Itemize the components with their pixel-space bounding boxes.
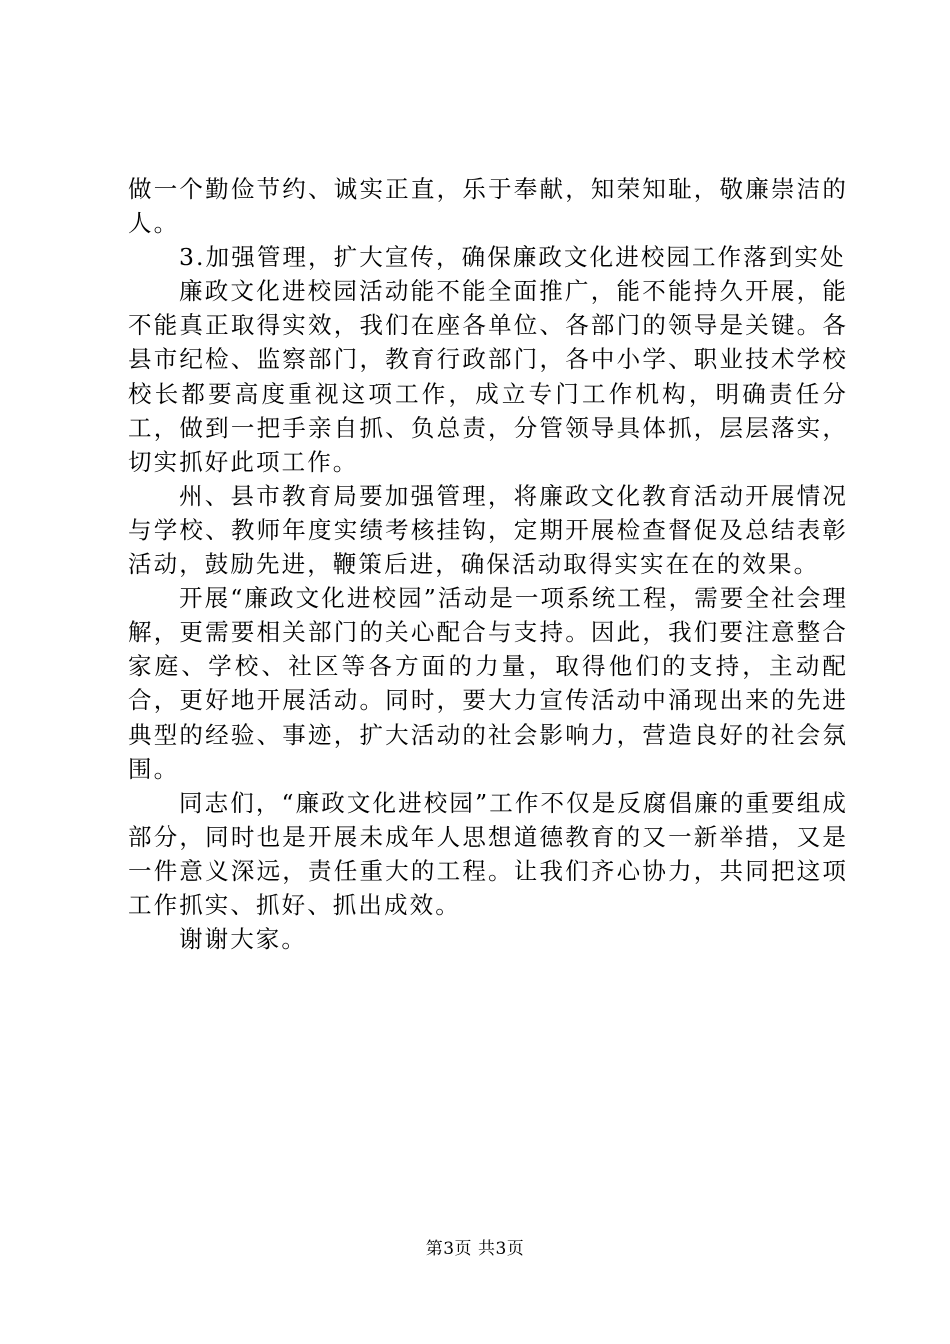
page-footer: 第3页 共3页 [425,1239,525,1259]
section-heading: 3.加强管理，扩大宣传，确保廉政文化进校园工作落到实处 [179,243,846,272]
paragraph: 廉政文化进校园活动能不能全面推广，能不能持久开展，能不能真正取得实效，我们在座各单位、各部门的领导是关键。各县市纪检、监察部门，教育行政部门，各中小学、职业技术学校校长都要高度重视这项工作，成立专门工作机构，明确责任分工，做到一把手亲自抓、负总责，分管领导具体抓，层层落实，切实抓好此项工作。 [128,277,848,476]
paragraph: 州、县市教育局要加强管理，将廉政文化教育活动开展情况与学校、教师年度实绩考核挂钩，定期开展检查督促及总结表彰活动，鼓励先进，鞭策后进，确保活动取得实实在在的效果。 [128,481,848,579]
document-body [128,172,848,956]
closing-paragraph: 谢谢大家。 [179,925,307,954]
paragraph: 开展“廉政文化进校园”活动是一项系统工程，需要全社会理解，更需要相关部门的关心配合与支持。因此，我们要注意整合家庭、学校、社区等各方面的力量，取得他们的支持，主动配合，更好地开展活动。同时，要大力宣传活动中涌现出来的先进典型的经验、事迹，扩大活动的社会影响力，营造良好的社会氛围。 [128,584,848,783]
paragraph: 同志们，“廉政文化进校园”工作不仅是反腐倡廉的重要组成部分，同时也是开展未成年人思想道德教育的又一新举措，又是一件意义深远，责任重大的工程。让我们齐心协力，共同把这项工作抓实、抓好、抓出成效。 [128,788,848,919]
paragraph-continuation: 做一个勤俭节约、诚实正直，乐于奉献，知荣知耻，敬廉崇洁的人。 [128,175,848,238]
